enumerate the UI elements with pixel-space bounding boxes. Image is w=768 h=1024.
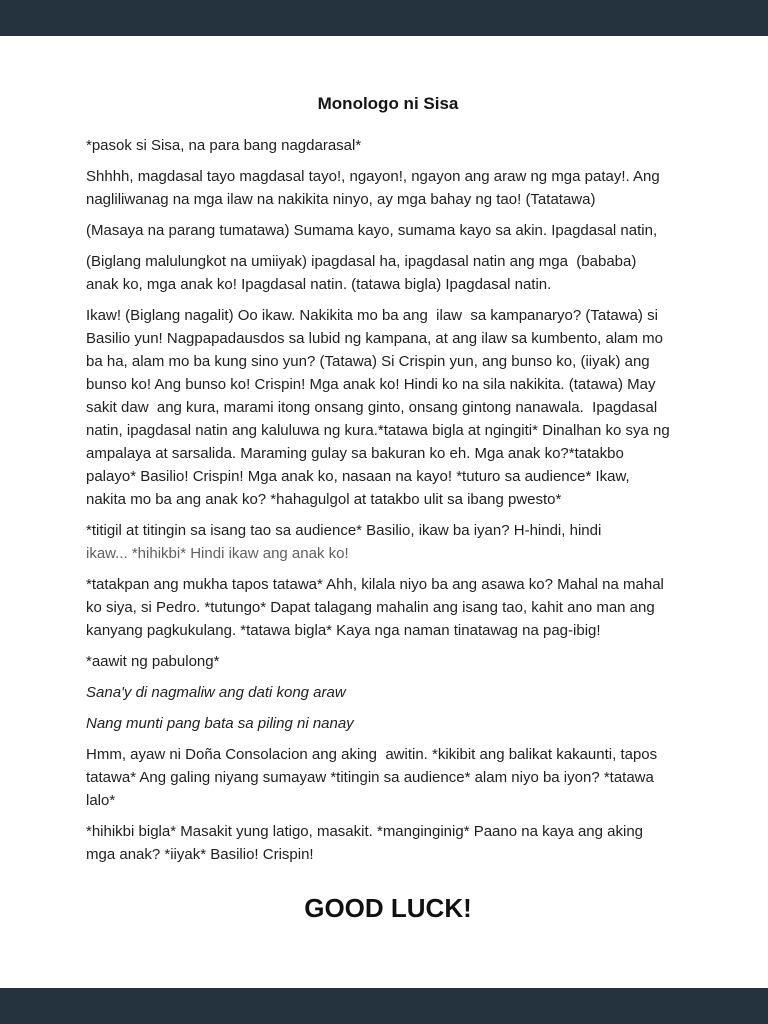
text-line: *aawit ng pabulong*	[86, 653, 220, 670]
text-line: nakita mo ba ang anak ko? *hahagulgol at tatakbo ulit sa ibang pwesto*	[86, 491, 562, 508]
text-line: Basilio yun! Nagpapadausdos sa lubid ng kampana, at ang ilaw sa kumbento, alam mo	[86, 330, 664, 347]
text-line: tatawa* Ang galing niyang sumayaw *titingin sa audience* alam niyo ba iyon? *tatawa	[86, 769, 654, 786]
text-line: (Masaya na parang tumatawa) Sumama kayo, sumama kayo sa akin. Ipagdasal natin,	[86, 222, 658, 239]
text-line: *hihikbi bigla* Masakit yung latigo, masakit. *manginginig* Paano na kaya ang aking	[86, 823, 644, 840]
text-line: anak ko, mga anak ko! Ipagdasal natin. (tatawa bigla) Ipagdasal natin.	[86, 276, 552, 293]
text-line: Shhhh, magdasal tayo magdasal tayo!, ngayon!, ngayon ang araw ng mga patay!. Ang	[86, 168, 660, 185]
text-line: (Biglang malulungkot na umiiyak) ipagdasal ha, ipagdasal natin ang mga (bababa)	[86, 253, 637, 270]
paragraph-dialogue	[86, 304, 690, 511]
text-line: nagliliwanag na mga ilaw na nakikita ninyo, ay mga bahay ng tao! (Tatatawa)	[86, 191, 596, 208]
text-line: ko siya, si Pedro. *tutungo* Dapat talagang mahalin ang isang tao, kahit ano man ang	[86, 599, 655, 616]
paragraph-stage-direction	[86, 134, 690, 157]
text-line: lalo*	[86, 792, 116, 809]
text-line: Hmm, ayaw ni Doña Consolacion ang aking awitin. *kikibit ang balikat kakaunti, tapos	[86, 746, 658, 763]
text-line: sakit daw ang kura, marami itong onsang ginto, onsang gintong nanawala. Ipagdasal	[86, 399, 658, 416]
text-line-muted: ikaw... *hihikbi* Hindi ikaw ang anak ko!	[86, 545, 349, 562]
text-line: ampalaya at sarsalida. Maraming gulay sa bakuran ko eh. Mga anak ko?*tatakbo	[86, 445, 624, 462]
paragraph-stage-direction	[86, 650, 690, 673]
text-line: natin, ipagdasal natin ang kaluluwa ng kura.*tatawa bigla at ngingiti* Dinalhan ko sya ng	[86, 422, 670, 439]
song-line	[86, 712, 690, 735]
paragraph-dialogue	[86, 820, 690, 866]
text-line: Ikaw! (Biglang nagalit) Oo ikaw. Nakikita mo ba ang ilaw sa kampanaryo? (Tatawa) si	[86, 307, 658, 324]
text-line: mga anak? *iiyak* Basilio! Crispin!	[86, 846, 314, 863]
text-line: ba ha, alam mo ba kung sino yun? (Tatawa) Si Crispin yun, ang bunso ko, (iiyak) ang	[86, 353, 650, 370]
text-line: Sana'y di nagmaliw ang dati kong araw	[86, 684, 346, 701]
paragraph-dialogue	[86, 165, 690, 211]
document-page	[86, 0, 690, 923]
document-title: Monologo ni Sisa	[317, 94, 459, 113]
paragraph-dialogue	[86, 250, 690, 296]
song-line	[86, 681, 690, 704]
text-line: *titigil at titingin sa isang tao sa audience* Basilio, ikaw ba iyan? H-hindi, hindi	[86, 522, 602, 539]
text-line: *pasok si Sisa, na para bang nagdarasal*	[86, 137, 362, 154]
text-line: *tatakpan ang mukha tapos tatawa* Ahh, kilala niyo ba ang asawa ko? Mahal na mahal	[86, 576, 664, 593]
viewer-bottom-bar	[0, 988, 768, 1024]
paragraph-dialogue	[86, 219, 690, 242]
text-line: kanyang pagkukulang. *tatawa bigla* Kaya nga naman tinatawag na pag-ibig!	[86, 622, 601, 639]
text-line: bunso ko! Ang bunso ko! Crispin! Mga anak ko! Hindi ko na sila nakikita. (tatawa) May	[86, 376, 656, 393]
text-line: Nang munti pang bata sa piling ni nanay	[86, 715, 354, 732]
paragraph-dialogue	[86, 743, 690, 812]
paragraph-dialogue	[86, 573, 690, 642]
closing-text: GOOD LUCK!	[304, 893, 472, 923]
text-line: palayo* Basilio! Crispin! Mga anak ko, nasaan na kayo! *tuturo sa audience* Ikaw,	[86, 468, 630, 485]
paragraph-dialogue	[86, 519, 690, 565]
